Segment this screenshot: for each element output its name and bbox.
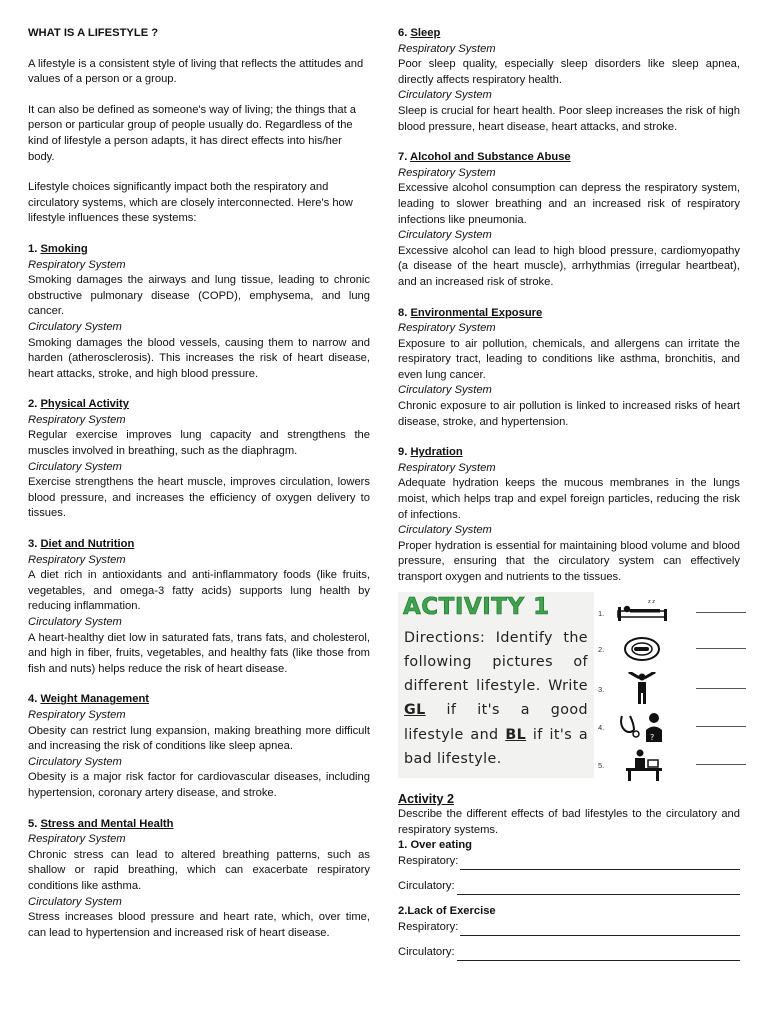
section-hydration [398, 445, 740, 585]
section-heading: Sleep [410, 27, 441, 39]
directions-text: if it's a good lifestyle and [404, 702, 588, 743]
section-number: 5. [28, 817, 38, 830]
intro-paragraph-2: It can also be defined as someone's way of living; the things that a person or particular group of people usually do. Regardless of the kind of lifestyle a person adapts, it has direct effects into his/her body. [28, 103, 357, 163]
sleeping-person-icon [614, 596, 674, 630]
activity-1-box [398, 592, 750, 780]
section-number: 9. [398, 446, 408, 459]
activity-item-5 [596, 748, 750, 782]
activity-2-instructions: Describe the different effects of bad lifestyles to the circulatory and respiratory systems. [398, 808, 740, 836]
section-diet-and-nutrition [28, 537, 370, 677]
answer-line[interactable] [696, 648, 746, 649]
circulatory-text: A heart-healthy diet low in saturated fats, trans fats, and cholesterol, and high in fiber, fruits, vegetables, and healthy fats (like those from fish and nuts) helps reduce the risk of heart disease. [28, 631, 370, 675]
activity-1-title: ACTIVITY 1 [403, 593, 550, 620]
person-at-desk-icon [614, 748, 674, 782]
circulatory-answer-line[interactable] [457, 948, 740, 961]
section-heading: Diet and Nutrition [40, 538, 135, 551]
respiratory-text: Smoking damages the airways and lung tissue, leading to chronic obstructive pulmonary disease (COPD), emphysema, and lung cancer. [28, 274, 370, 318]
doctor-stethoscope-icon [614, 710, 674, 744]
section-heading: Stress and Mental Health [40, 817, 174, 830]
circulatory-answer-line[interactable] [457, 882, 740, 895]
activity-item-2 [596, 632, 750, 666]
respiratory-label: Respiratory System [398, 461, 496, 474]
answer-line[interactable] [696, 612, 746, 613]
activity-1-panel [398, 592, 594, 778]
section-number: 4. [28, 693, 38, 706]
respiratory-label: Respiratory System [398, 322, 496, 335]
respiratory-prompt: Respiratory: [398, 855, 459, 868]
respiratory-answer-row [398, 920, 740, 936]
section-alcohol-and-substance-abuse [398, 150, 740, 290]
activity-2 [398, 792, 740, 961]
section-stress-and-mental-health [28, 817, 370, 942]
respiratory-label: Respiratory System [28, 413, 126, 426]
directions-text: if it's a bad lifestyle. [404, 726, 588, 768]
activity-item-1 [596, 596, 750, 630]
left-column [28, 26, 370, 956]
directions-text: Directions: Identify the following pictures of different lifestyle. Write [404, 629, 588, 695]
section-heading: Environmental Exposure [410, 306, 543, 319]
circulatory-label: Circulatory System [28, 755, 122, 768]
bl-code: BL [505, 726, 527, 743]
section-number: 2. [28, 398, 38, 411]
page-title: WHAT IS A LIFESTYLE ? [28, 27, 159, 39]
circulatory-text: Chronic exposure to air pollution is linked to increased risks of heart disease, stroke, and hypertension. [398, 400, 740, 428]
circulatory-prompt: Circulatory: [398, 880, 455, 893]
circulatory-label: Circulatory System [398, 229, 492, 242]
section-number: 1. [28, 242, 38, 255]
circulatory-prompt: Circulatory: [398, 945, 455, 958]
respiratory-text: Poor sleep quality, especially sleep disorders like sleep apnea, directly affects respiratory health. [398, 58, 740, 86]
respiratory-label: Respiratory System [28, 258, 126, 271]
circulatory-text: Excessive alcohol can lead to high blood pressure, cardiomyopathy (a disease of the heart muscle), arrhythmias (irregular heartbeat), and an increased risk of stroke. [398, 244, 740, 288]
respiratory-label: Respiratory System [398, 166, 496, 179]
circulatory-answer-row [398, 879, 740, 895]
respiratory-text: A diet rich in antioxidants and anti-inflammatory foods (like fruits, vegetables, and omega-3 fatty acids) supports lung health by reducing inflammation. [28, 569, 370, 613]
circulatory-text: Stress increases blood pressure and heart rate, which, over time, can lead to hypertension and increased risk of heart disease. [28, 911, 370, 939]
svg-text:z z: z z [648, 598, 655, 605]
section-sleep [398, 26, 740, 135]
exercising-person-icon [614, 672, 674, 706]
respiratory-answer-line[interactable] [460, 923, 740, 936]
question-heading: 2.Lack of Exercise [398, 904, 496, 917]
circulatory-label: Circulatory System [28, 895, 122, 908]
respiratory-text: Obesity can restrict lung expansion, making breathing more difficult and increasing the risk of conditions like sleep apnea. [28, 724, 370, 753]
item-number: 5. [598, 760, 605, 770]
answer-line[interactable] [696, 764, 746, 765]
right-column [398, 26, 740, 961]
circulatory-text: Smoking damages the blood vessels, causing them to narrow and harden (atherosclerosis). This increases the risk of heart disease, heart attacks, stroke, and high blood pressure. [28, 336, 370, 380]
section-number: 8. [398, 306, 408, 319]
section-environmental-exposure [398, 306, 740, 431]
respiratory-text: Regular exercise improves lung capacity and strengthens the muscles involved in breathing, such as the diaphragm. [28, 429, 370, 458]
circulatory-text: Proper hydration is essential for maintaining blood volume and blood pressure, ensuring that the circulatory system can effectively transport oxygen and nutrients to the tissues. [398, 539, 740, 583]
circulatory-label: Circulatory System [28, 616, 122, 628]
section-number: 6. [398, 27, 408, 39]
circulatory-label: Circulatory System [28, 460, 122, 473]
activity-item-3 [596, 672, 750, 706]
respiratory-label: Respiratory System [28, 553, 126, 566]
respiratory-label: Respiratory System [398, 42, 496, 55]
activity-2-title: Activity 2 [398, 791, 454, 806]
item-number: 3. [598, 684, 605, 694]
section-heading: Physical Activity [40, 398, 129, 411]
section-weight-management [28, 692, 370, 801]
question-heading: 1. Over eating [398, 839, 472, 852]
circulatory-label: Circulatory System [398, 384, 492, 397]
item-number: 1. [598, 608, 605, 618]
circulatory-text: Sleep is crucial for heart health. Poor sleep increases the risk of high blood pressure, heart disease, heart attacks, and stroke. [398, 104, 740, 133]
circulatory-text: Exercise strengthens the heart muscle, improves circulation, lowers blood pressure, and increases the efficiency of oxygen delivery to tissues. [28, 476, 370, 520]
item-number: 4. [598, 722, 605, 732]
intro-paragraph-3: Lifestyle choices significantly impact both the respiratory and circulatory systems, which are closely interconnected. Here's how lifestyle influences these systems: [28, 181, 353, 225]
answer-line[interactable] [696, 688, 746, 689]
section-heading: Alcohol and Substance Abuse [410, 151, 571, 164]
gl-code: GL [404, 702, 426, 719]
respiratory-label: Respiratory System [28, 708, 126, 721]
circulatory-label: Circulatory System [398, 524, 492, 537]
respiratory-text: Exposure to air pollution, chemicals, and allergens can irritate the respiratory tract, leading to conditions like asthma, bronchitis, and even lung cancer. [398, 337, 740, 381]
respiratory-label: Respiratory System [28, 833, 126, 846]
svg-text:?: ? [650, 732, 655, 742]
section-smoking [28, 242, 370, 382]
activity-item-4 [596, 710, 750, 744]
circulatory-label: Circulatory System [398, 89, 492, 102]
section-heading: Weight Management [40, 693, 150, 706]
intro-paragraph-1: A lifestyle is a consistent style of living that reflects the attitudes and values of a person or a group. [28, 57, 364, 86]
section-heading: Smoking [40, 242, 88, 255]
circulatory-label: Circulatory System [28, 320, 122, 333]
activity-1-items [596, 592, 750, 778]
section-heading: Hydration [410, 446, 463, 459]
activity-1-directions [404, 626, 588, 772]
section-number: 7. [398, 151, 408, 164]
answer-line[interactable] [696, 726, 746, 727]
food-plate-icon [614, 632, 674, 666]
respiratory-text: Excessive alcohol consumption can depress the respiratory system, leading to slower breathing and an increased risk of respiratory infections like pneumonia. [398, 182, 740, 226]
circulatory-answer-row [398, 945, 740, 961]
respiratory-prompt: Respiratory: [398, 920, 459, 933]
section-physical-activity [28, 397, 370, 522]
item-number: 2. [598, 644, 605, 654]
respiratory-answer-row [398, 854, 740, 870]
section-number: 3. [28, 538, 38, 551]
respiratory-text: Chronic stress can lead to altered breathing patterns, such as shallow or rapid breathing, which can exacerbate respiratory conditions like asthma. [28, 848, 370, 892]
respiratory-text: Adequate hydration keeps the mucous membranes in the lungs moist, which helps trap and expel foreign particles, reducing the risk of infections. [398, 477, 740, 521]
circulatory-text: Obesity is a major risk factor for cardiovascular diseases, including hypertension, coronary artery disease, and stroke. [28, 771, 370, 799]
respiratory-answer-line[interactable] [460, 857, 740, 870]
